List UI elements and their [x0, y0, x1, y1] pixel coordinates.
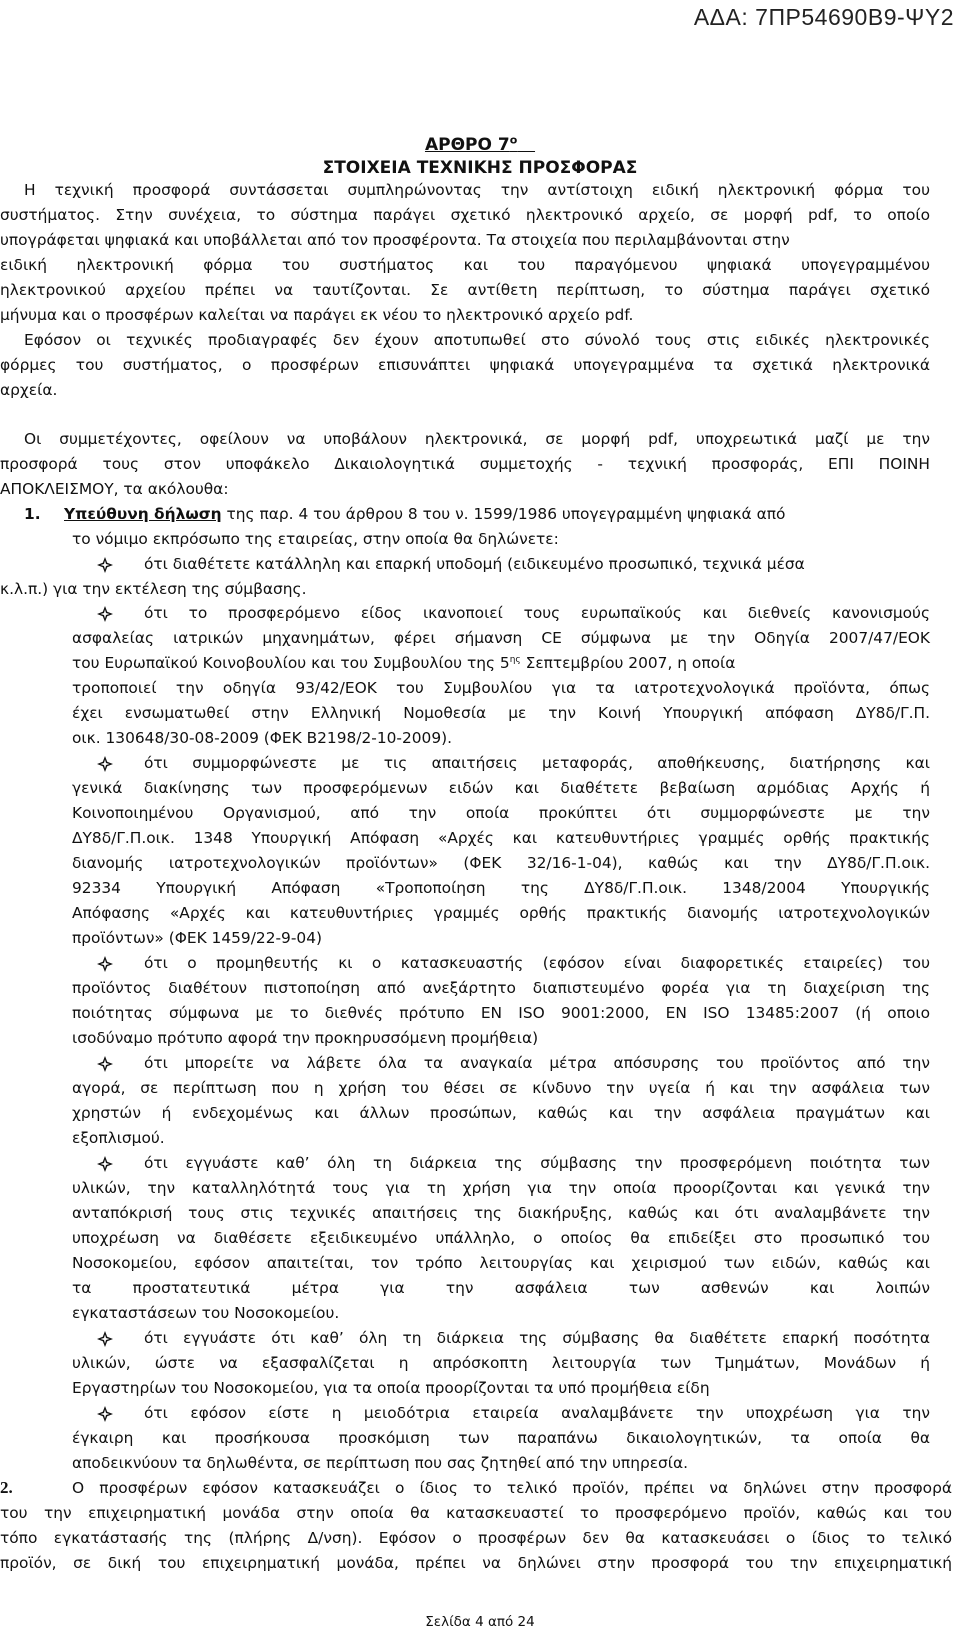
para2-line: αρχεία.: [0, 381, 58, 399]
para2-line: φόρμες του συστήματος, ο προσφέρων επισυνάπτει ψηφιακά υπογεγραμμένα τα σχετικά ηλεκτρονικά: [0, 356, 930, 374]
bullet-line: ότι εγγυάστε καθ’ όλη τη διάρκεια της σύμβασης την προσφερόμενη ποιότητα των: [144, 1154, 930, 1172]
para3-line: Οι συμμετέχοντες, οφείλουν να υποβάλουν ηλεκτρονικά, σε μορφή pdf, υποχρεωτικά μαζί με την: [24, 430, 930, 448]
item2-line: τόπο εγκατάστασής της (πλήρης Δ/νση). Εφόσον ο προσφέρων δεν θα κατασκευάσει ο ίδιος το τελικό: [0, 1529, 952, 1547]
bullet-line: προϊόντων» (ΦΕΚ 1459/22-9-04): [72, 929, 322, 947]
bullet-line: 92334 Υπουργική Απόφαση «Τροποποίηση της ΔΥ8δ/Γ.Π.οικ. 1348/2004 Υπουργικής: [72, 879, 930, 897]
bullet-line: υποχρέωση να διαθέσετε εξειδικευμένο υπάλληλο, ο οποίος θα επιδείξει στο προσωπικό του: [72, 1229, 930, 1247]
bullet-line: προϊόντος διαθέτουν πιστοποίηση από ανεξάρτητο διαπιστευμένο φορέα για τη διαχείριση της: [72, 979, 930, 997]
article-title: ΣΤΟΙΧΕΙΑ ΤΕΧΝΙΚΗΣ ΠΡΟΣΦΟΡΑΣ: [322, 158, 638, 178]
bullet-line: έγκαιρη και προσήκουσα προσκόμιση των παραπάνω δικαιολογητικών, τα οποία θα: [72, 1429, 930, 1447]
item1-bold: Υπεύθυνη δήλωση: [64, 505, 222, 523]
article-number: ΑΡΘΡΟ $7^o$: [424, 133, 518, 155]
para1-line: μήνυμα και ο προσφέρων καλείται να παράγει εκ νέου το ηλεκτρονικό αρχείο pdf.: [0, 306, 634, 324]
bullet-line: αποδεικνύουν τα δηλωθέντα, σε περίπτωση που σας ζητηθεί από την υπηρεσία.: [72, 1454, 689, 1472]
para1-line: Η τεχνική προσφορά συντάσσεται συμπληρώνοντας την αντίστοιχη ειδική ηλεκτρονική φόρμα του: [24, 181, 930, 199]
ada-code: ΑΔΑ: 7ΠΡ54690Β9-ΨΥ2: [693, 4, 954, 30]
bullet-line: ότι διαθέτετε κατάλληλη και επαρκή υποδομή (ειδικευμένο προσωπικό, τεχνικά μέσα: [144, 555, 805, 573]
bullet-line: τροποποιεί την οδηγία 93/42/ΕΟΚ του Συμβουλίου για τα ιατροτεχνολογικά προϊόντα, όπως: [72, 679, 930, 697]
diamond-bullet-icon: [96, 556, 114, 574]
para3-line: προσφορά τους στον υποφάκελο Δικαιολογητικά συμμετοχής - τεχνική προσφοράς, ΕΠΙ ΠΟΙΝΗ: [0, 455, 930, 473]
bullet-line: Νοσοκομείου, εφόσον απαιτείται, τον τρόπο λειτουργίας και χειρισμού των ειδών, καθώς και: [72, 1254, 930, 1272]
bullet-line: ότι το προσφερόμενο είδος ικανοποιεί τους ευρωπαϊκούς και διεθνείς κανονισμούς: [144, 604, 930, 622]
para3-line: ΑΠΟΚΛΕΙΣΜΟΥ, τα ακόλουθα:: [0, 480, 229, 498]
bullet-line: Απόφασης «Αρχές και κατευθυντήριες γραμμές ορθής πρακτικής διανομής ιατροτεχνολογικών: [72, 904, 930, 922]
bullet-line: υλικών, την καταλληλότητά τους για τη χρήση για την οποία προορίζονται και γενικά την: [72, 1179, 930, 1197]
bullet-line: Εργαστηρίων του Νοσοκομείου, για τα οποία προορίζονται τα υπό προμήθεια είδη: [72, 1379, 710, 1397]
bullet-line: ασφαλείας ιατρικών μηχανημάτων, φέρει σήμανση CE σύμφωνα με την Οδηγία 2007/47/ΕΟΚ: [72, 629, 930, 647]
bullet-line: ότι εγγυάστε ότι καθ’ όλη τη διάρκεια της σύμβασης θα διαθέτετε επαρκή ποσότητα: [144, 1329, 930, 1347]
diamond-bullet-icon: [96, 1155, 114, 1173]
bullet-line: έχει ενσωματωθεί στην Ελληνική Νομοθεσία με την Κοινή Υπουργική απόφαση ΔΥ8δ/Γ.Π.: [72, 704, 930, 722]
bullet-line: ανταπόκρισή τους στις τεχνικές απαιτήσεις της διακήρυξης, καθώς και ότι αναλαμβάνετε την: [72, 1204, 930, 1222]
bullet-line: κ.λ.π.) για την εκτέλεση της σύμβασης.: [0, 580, 307, 598]
diamond-bullet-icon: [96, 755, 114, 773]
bullet-line: οικ. 130648/30-08-2009 (ΦΕΚ Β2198/2-10-2009).: [72, 729, 453, 747]
diamond-bullet-icon: [96, 1330, 114, 1348]
bullet-line: τα προστατευτικά μέτρα για την ασφάλεια των ασθενών και λοιπών: [72, 1279, 930, 1297]
bullet-line: ΔΥ8δ/Γ.Π.οικ. 1348 Υπουργική Απόφαση «Αρχές και κατευθυντήριες γραμμές ορθής πρακτικής: [72, 829, 930, 847]
bullet-line: ισοδύναμο πρότυπο αφορά την προκηρυσσόμενη προμήθεια): [72, 1029, 539, 1047]
page-number: Σελίδα 4 από 24: [425, 1614, 535, 1630]
item1-line2: το νόμιμο εκπρόσωπο της εταιρείας, στην οποία θα δηλώνετε:: [72, 530, 559, 548]
bullet-line: ποιότητας σύμφωνα με το διεθνές πρότυπο EN ISO 9001:2000, EN ISO 13485:2007 (ή οποιο: [72, 1004, 930, 1022]
bullet-line: διανομής ιατροτεχνολογικών προϊόντων» (ΦΕΚ 32/16-1-04), καθώς και την ΔΥ8δ/Γ.Π.οικ.: [72, 854, 930, 872]
bullet-line: υλικών, ώστε να εξασφαλίζεται η απρόσκοπτη λειτουργία των Τμημάτων, Μονάδων ή: [72, 1354, 930, 1372]
bullet-line: εξοπλισμού.: [72, 1129, 165, 1147]
item1-line: [64, 507, 930, 522]
para1-line: συστήματος. Στην συνέχεια, το σύστημα παράγει σχετικό ηλεκτρονικό αρχείο, σε μορφή pdf, το οποίο: [0, 206, 930, 224]
para1-line: ηλεκτρονικού αρχείου πρέπει να ταυτίζονται. Σε αντίθετη περίπτωση, το σύστημα παράγει σχετικό: [0, 281, 930, 299]
item2-line: του την επιχειρηματική μονάδα στην οποία θα κατασκευαστεί το προσφερόμενο προϊόν, καθώς και του: [0, 1504, 952, 1522]
diamond-bullet-icon: [96, 1055, 114, 1073]
diamond-bullet-icon: [96, 955, 114, 973]
para1-line: υπογράφεται ψηφιακά και υποβάλλεται από τον προσφέροντα. Τα στοιχεία που περιλαμβάνονται στην: [0, 231, 790, 249]
item2-line: προϊόν, σε δική του επιχειρηματική μονάδα, πρέπει να δηλώνει στην προσφορά του την επιχειρηματική: [0, 1554, 952, 1572]
bullet-line: ότι μπορείτε να λάβετε όλα τα αναγκαία μέτρα απόσυρσης του προϊόντος από την: [144, 1054, 930, 1072]
bullet-line: εγκαταστάσεων του Νοσοκομείου.: [72, 1304, 340, 1322]
bullet-line: Κοινοποιημένου Οργανισμού, από την οποία προκύπτει ότι συμμορφώνεστε με την: [72, 804, 930, 822]
para2-line: Εφόσον οι τεχνικές προδιαγραφές δεν έχουν αποτυπωθεί στο σύνολό τους στις ειδικές ηλεκτρονικές: [24, 331, 930, 349]
bullet-line: γενικά διακίνησης των προσφερόμενων ειδών και διαθέτετε βεβαίωση αρμόδιας Αρχής ή: [72, 779, 930, 797]
item1-rest: της παρ. 4 του άρθρου 8 του ν. 1599/1986 υπογεγραμμένη ψηφιακά από: [221, 505, 786, 523]
bullet-line: του Ευρωπαϊκού Κοινοβουλίου και του Συμβουλίου της $5^{\eta\varsigma}$ Σεπτεμβρίου 2007, η οποία: [72, 654, 736, 673]
para1-line: ειδική ηλεκτρονική φόρμα του συστήματος και του παραγόμενου ψηφιακά υπογεγραμμένου: [0, 256, 930, 274]
bullet-line: αγορά, σε περίπτωση που η χρήση του θέσει σε κίνδυνο την υγεία ή και την ασφάλεια των: [72, 1079, 930, 1097]
bullet-line: χρηστών ή ενδεχομένως και άλλων προσώπων, καθώς και την ασφάλεια πραγμάτων και: [72, 1104, 930, 1122]
bullet-line: ότι εφόσον είστε η μειοδότρια εταιρεία αναλαμβάνετε την υποχρέωση για την: [144, 1404, 930, 1422]
diamond-bullet-icon: [96, 605, 114, 623]
item2-number: 2.: [0, 1478, 13, 1497]
item2-line: Ο προσφέρων εφόσον κατασκευάζει ο ίδιος το τελικό προϊόν, πρέπει να δηλώνει στην προσφορά: [72, 1479, 952, 1497]
diamond-bullet-icon: [96, 1405, 114, 1423]
item1-number: 1.: [24, 505, 41, 523]
bullet-line: ότι συμμορφώνεστε με τις απαιτήσεις μεταφοράς, αποθήκευσης, διατήρησης και: [144, 754, 930, 772]
bullet-line: ότι ο προμηθευτής κι ο κατασκευαστής (εφόσον είναι διαφορετικές εταιρείες) του: [144, 954, 930, 972]
